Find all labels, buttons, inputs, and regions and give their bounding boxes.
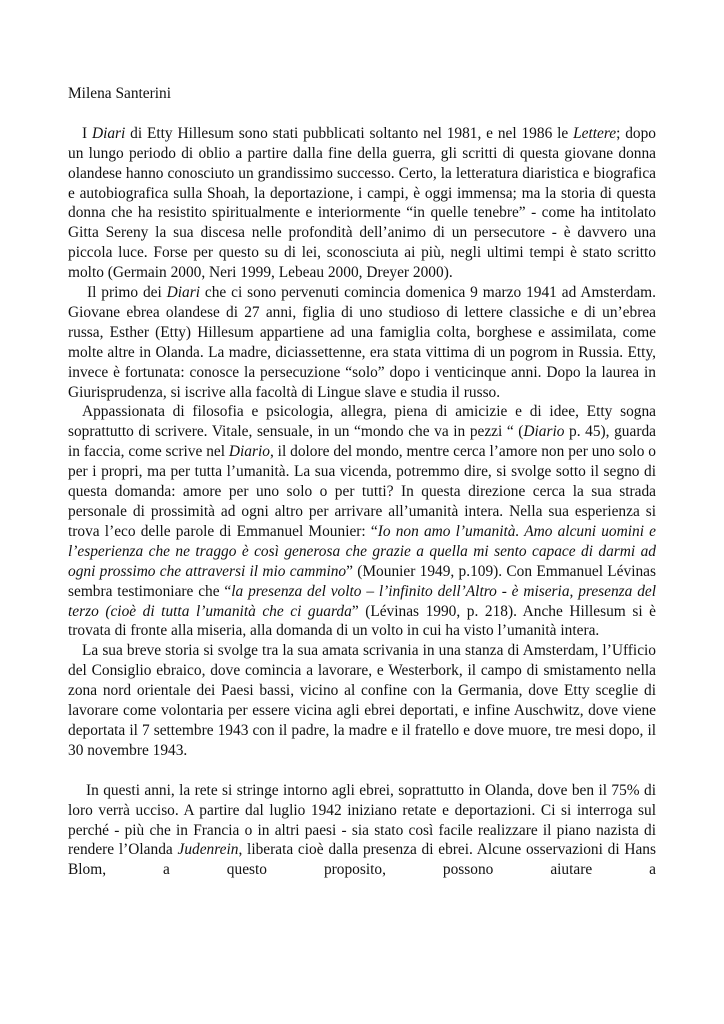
paragraph-gap bbox=[68, 761, 656, 781]
italic-text: Diario bbox=[523, 423, 565, 441]
text-run: ” (Mounier 1949, p.109). Con Emmanuel Lévinas sembra testimoniare che “ bbox=[68, 562, 657, 600]
text-run: In questi anni, la rete si stringe intorno agli ebrei, soprattutto in Olanda, dove ben il 75% di loro verrà ucciso. A partire dal luglio 1942 iniziano retate e deportazioni. Ci si interroga sul perché - più che in Francia o in altri paesi - sia stato così facile realizzare il piano nazista di rendere l’Olanda bbox=[68, 781, 656, 859]
text-run: , liberata cioè dalla presenza di ebrei. Alcune osservazioni di Hans Blom, a questo proposito, possono aiutare a bbox=[68, 841, 656, 879]
text-run: ” (Lévinas 1990, p. 218). Anche Hillesum si è trovata di fronte alla miseria, alla domanda di un volto in cui ha visto l’umanità intera. bbox=[68, 602, 656, 640]
text-run: che ci sono pervenuti comincia domenica 9 marzo 1941 ad Amsterdam. Giovane ebrea olandese di 27 anni, figlia di uno studioso di lettere classiche e di un’ebrea russa, Esther (Etty) Hillesum appartiene ad una famiglia colta, borghese e assimilata, come molte altre in Olanda. La madre, diciassettenne, era stata vittima di un pogrom in Russia. Etty, invece è fortunata: conosce la persecuzione “solo” dopo i venticinque anni. Dopo la laurea in Giurisprudenza, si iscrive alla facoltà di Lingue slave e studia il russo. bbox=[68, 284, 656, 401]
text-run: ; dopo un lungo periodo di oblio a partire dalla fine della guerra, gli scritti di questa giovane donna olandese hanno conosciuto un grandissimo successo. Certo, la letteratura diaristica e biografica e autobiografica sulla Shoah, la deportazione, i campi, è oggi immensa; ma la storia di questa donna che ha resistito spiritualmente e interiormente “in quelle tenebre” - come ha intitolato Gitta Sereny la sua discesa nelle profondità dell’animo di un persecutore - è davvero una piccola luce. Forse per questo su di lei, sconosciuta ai più, negli ultimi tempi è stato scritto molto (Germain 2000, Neri 1999, Lebeau 2000, Dreyer 2000). bbox=[68, 124, 656, 282]
text-run: Appassionata di filosofia e psicologia, allegra, piena di amicizie e di idee, Etty sogna soprattutto di scrivere. Vitale, sensuale, in un “mondo che va in pezzi “ ( bbox=[68, 403, 656, 441]
text-run: di Etty Hillesum sono stati pubblicati soltanto nel 1981, e nel 1986 le bbox=[125, 124, 574, 142]
paragraph-5 bbox=[68, 781, 656, 881]
italic-text: Judenrein bbox=[177, 841, 239, 859]
paragraph-2 bbox=[68, 283, 656, 402]
text-run: , il dolore del mondo, mentre cerca l’amore non per uno solo o per i propri, ma per tutta l’umanità. La sua vicenda, potremmo dire, si svolge sotto il segno di questa domanda: amore per uno solo o per tutti? In questa direzione cerca la sua strada personale di prossimità ad ogni altro per arrivare all’umanità intera. Nella sua esperienza si trova l’eco delle parole di Emmanuel Mounier: “ bbox=[68, 443, 656, 540]
italic-text: Diari bbox=[91, 124, 126, 142]
paragraph-3 bbox=[68, 402, 656, 641]
text-run: La sua breve storia si svolge tra la sua amata scrivania in una stanza di Amsterdam, l’Ufficio del Consiglio ebraico, dove comincia a lavorare, e Westerbork, il campo di smistamento nella zona nord orientale dei Paesi bassi, vicino al confine con la Germania, dove Etty sceglie di lavorare come volontaria per essere vicina agli ebrei deportati, e infine Auschwitz, dove viene deportata il 7 settembre 1943 con il padre, la madre e il fratello e dove muore, tre mesi dopo, il 30 novembre 1943. bbox=[68, 642, 656, 759]
italic-text: Diario bbox=[228, 443, 270, 461]
paragraph-4 bbox=[68, 641, 656, 760]
italic-text: la presenza del volto – l’infinito dell’Altro - è miseria, presenza del terzo (cioè di tutta l’umanità che ci guarda bbox=[68, 582, 656, 620]
document-page bbox=[68, 84, 656, 880]
italic-text: Lettere bbox=[573, 124, 617, 142]
paragraph-1 bbox=[68, 124, 656, 283]
italic-text: Io non amo l’umanità. Amo alcuni uomini e l’esperienza che ne traggo è così generosa che grazie a quella mi sento capace di darmi ad ogni prossimo che attraversi il mio cammino bbox=[68, 522, 656, 580]
italic-text: Diari bbox=[166, 284, 201, 302]
text-run: I bbox=[82, 124, 92, 142]
text-run: p. 45), guarda in faccia, come scrive nel bbox=[68, 423, 656, 461]
text-run: Il primo dei bbox=[87, 284, 167, 302]
author-name: Milena Santerini bbox=[68, 85, 172, 102]
